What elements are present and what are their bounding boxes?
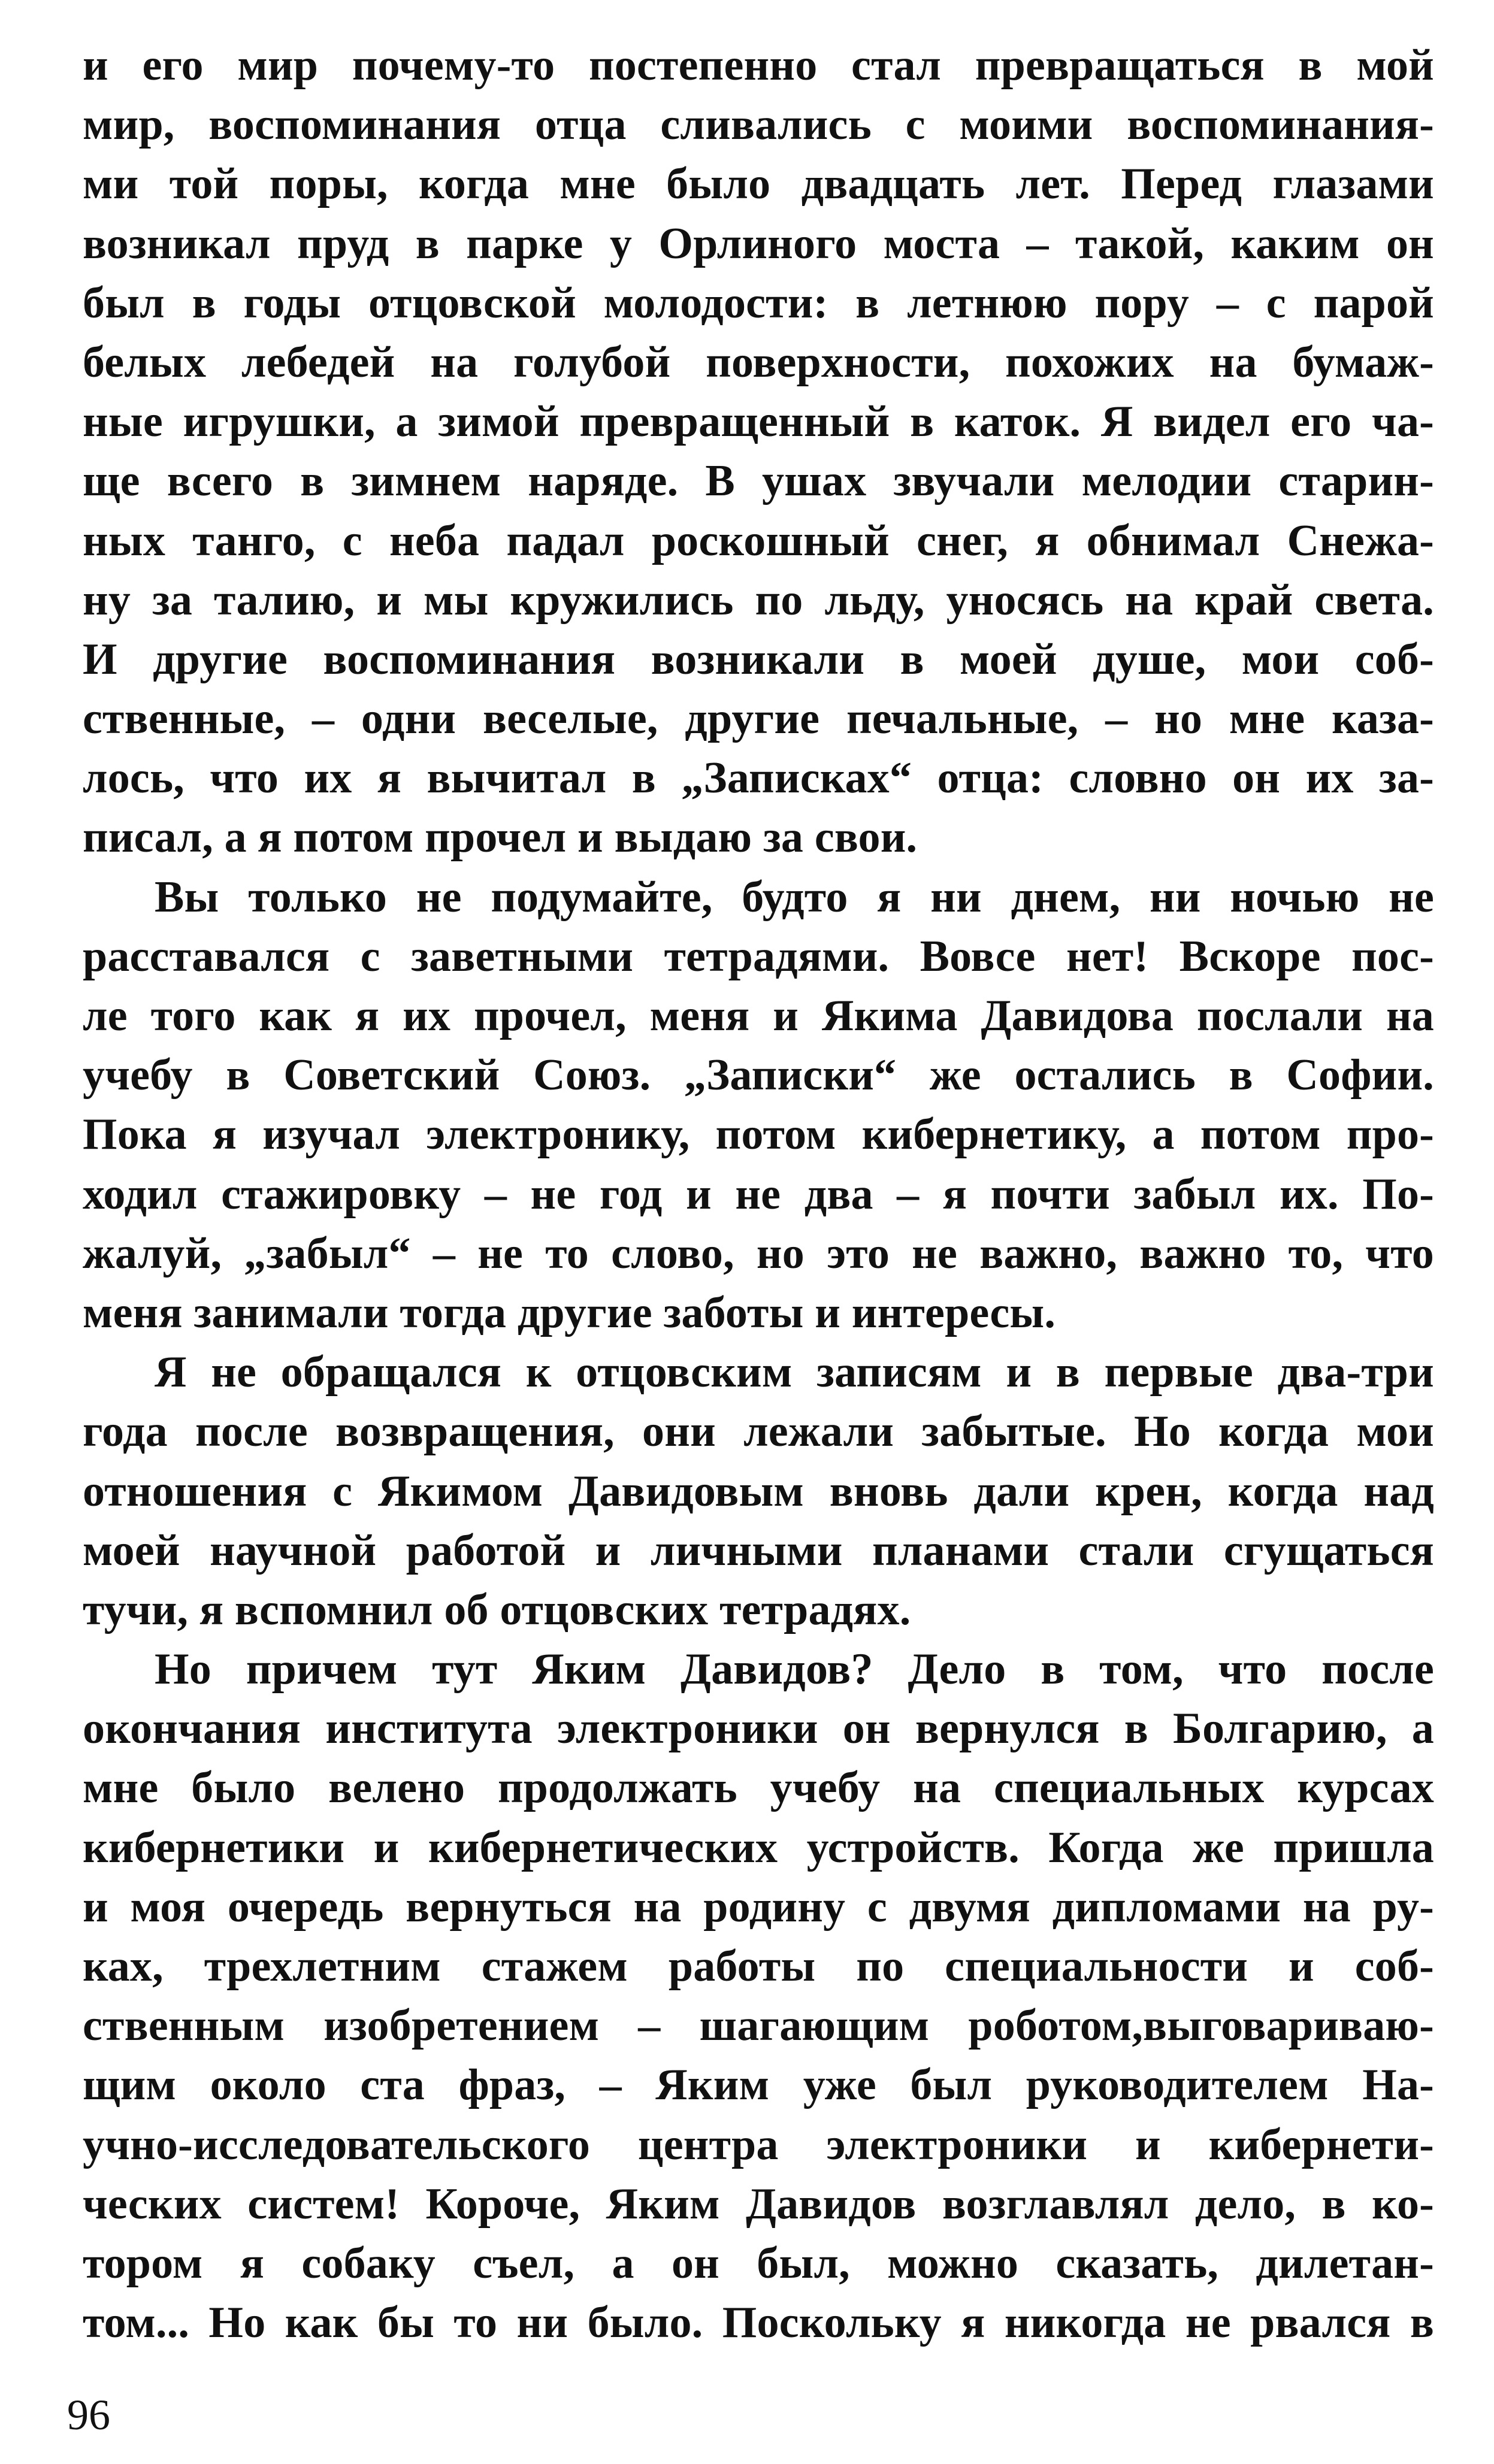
text-line: ственные, – одни веселые, другие печальные, – но мне каза- xyxy=(83,694,1434,744)
text-line: расставался с заветными тетрадями. Вовсе нет! Вскоре пос- xyxy=(83,931,1434,981)
text-line: ные игрушки, а зимой превращенный в каток. Я видел его ча- xyxy=(83,397,1434,447)
text-line: отношения с Якимом Давидовым вновь дали крен, когда над xyxy=(83,1466,1434,1516)
text-line: Пока я изучал электронику, потом кибернетику, а потом про- xyxy=(83,1110,1434,1160)
text-line: ческих систем! Короче, Яким Давидов возглавлял дело, в ко- xyxy=(83,2179,1434,2229)
text-line: жалуй, „забыл“ – не то слово, но это не важно, важно то, что xyxy=(83,1228,1434,1278)
text-line: белых лебедей на голубой поверхности, похожих на бумаж- xyxy=(83,337,1434,387)
text-line: ных танго, с неба падал роскошный снег, я обнимал Снежа- xyxy=(83,516,1434,565)
text-line: кибернетики и кибернетических устройств. Когда же пришла xyxy=(83,1823,1434,1872)
text-line: меня занимали тогда другие заботы и интересы. xyxy=(83,1288,1056,1337)
text-line: щим около ста фраз, – Яким уже был руководителем На- xyxy=(83,2060,1434,2110)
text-line: окончания института электроники он вернулся в Болгарию, а xyxy=(83,1704,1434,1754)
text-line: и его мир почему-то постепенно стал превращаться в мой xyxy=(83,41,1434,90)
text-line: Я не обращался к отцовским записям и в первые два-три xyxy=(155,1348,1434,1397)
text-line: том... Но как бы то ни было. Поскольку я никогда не рвался в xyxy=(83,2298,1434,2348)
text-line: и моя очередь вернуться на родину с двумя дипломами на ру- xyxy=(83,1882,1434,1932)
text-line: тором я собаку съел, а он был, можно сказать, дилетан- xyxy=(83,2238,1434,2288)
text-line: моей научной работой и личными планами стали сгущаться xyxy=(83,1525,1434,1575)
page-number: 96 xyxy=(67,2391,110,2439)
text-line: И другие воспоминания возникали в моей душе, мои соб- xyxy=(83,634,1434,684)
body-text xyxy=(83,36,1434,2353)
text-line: писал, а я потом прочел и выдаю за свои. xyxy=(83,813,918,862)
text-line: ках, трехлетним стажем работы по специальности и соб- xyxy=(83,1942,1434,1991)
text-line: Но причем тут Яким Давидов? Дело в том, что после xyxy=(155,1645,1434,1694)
text-line: ми той поры, когда мне было двадцать лет. Перед глазами xyxy=(83,159,1434,209)
text-line: тучи, я вспомнил об отцовских тетрадях. xyxy=(83,1585,911,1634)
text-line: Вы только не подумайте, будто я ни днем, ни ночью не xyxy=(155,872,1434,922)
text-line: ственным изобретением – шагающим роботом,выговариваю- xyxy=(83,2001,1434,2051)
text-line: ходил стажировку – не год и не два – я почти забыл их. По- xyxy=(83,1169,1434,1219)
text-line: ле того как я их прочел, меня и Якима Давидова послали на xyxy=(83,991,1434,1040)
text-line: возникал пруд в парке у Орлиного моста – такой, каким он xyxy=(83,219,1434,268)
text-line: ну за талию, и мы кружились по льду, уносясь на край света. xyxy=(83,575,1434,625)
text-line: учебу в Советский Союз. „Записки“ же остались в Софии. xyxy=(83,1051,1434,1100)
text-line: учно-исследовательского центра электроники и кибернети- xyxy=(83,2120,1434,2169)
text-line: лось, что их я вычитал в „Записках“ отца: словно он их за- xyxy=(83,753,1434,803)
text-line: был в годы отцовской молодости: в летнюю пору – с парой xyxy=(83,278,1434,328)
text-line: года после возвращения, они лежали забытые. Но когда мои xyxy=(83,1407,1434,1457)
text-line: мне было велено продолжать учебу на специальных курсах xyxy=(83,1763,1434,1813)
text-line: мир, воспоминания отца сливались с моими воспоминания- xyxy=(83,100,1434,150)
text-line: ще всего в зимнем наряде. В ушах звучали мелодии старин- xyxy=(83,456,1434,506)
